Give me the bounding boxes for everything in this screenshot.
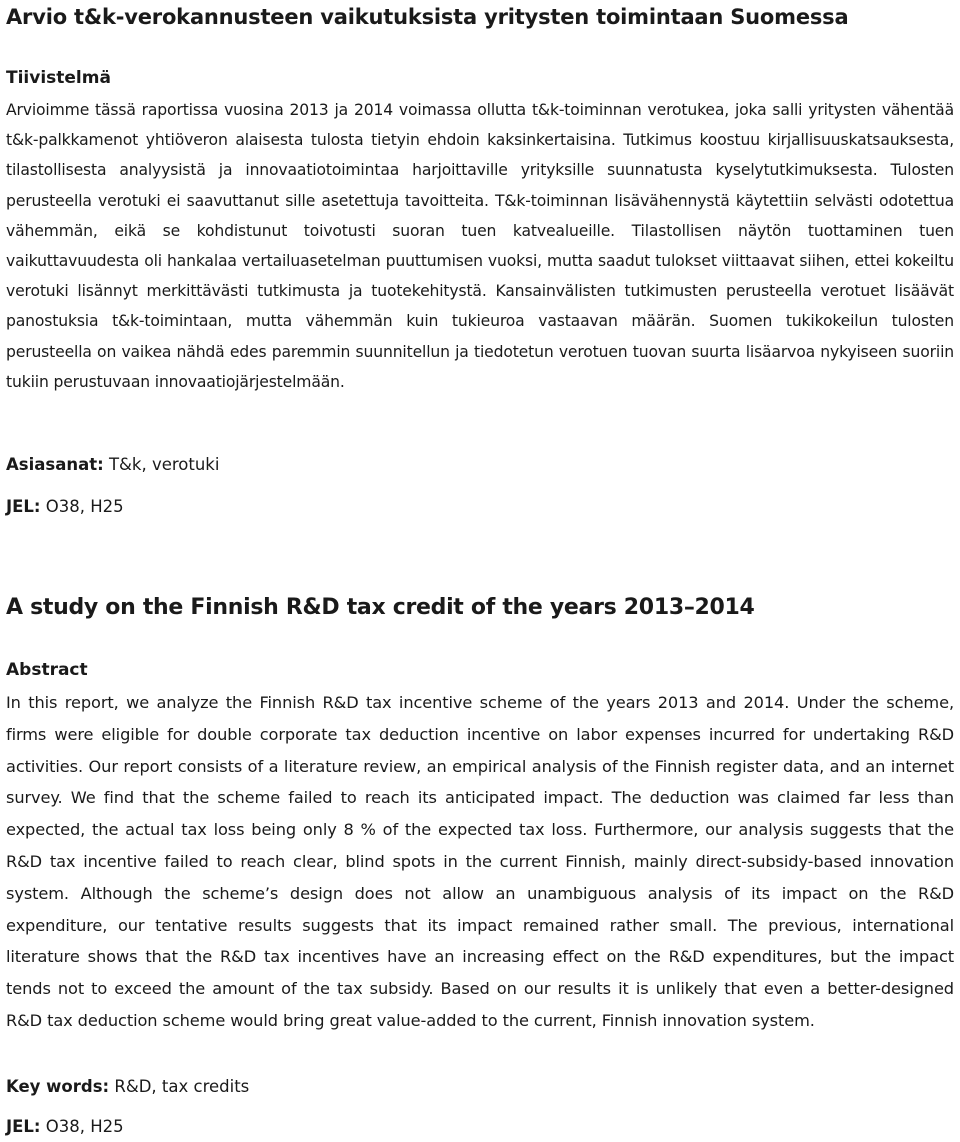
finnish-jel-label: JEL:: [6, 497, 41, 516]
english-abstract-heading: Abstract: [6, 660, 88, 680]
finnish-jel-value: O38, H25: [40, 497, 124, 516]
finnish-jel: [6, 495, 124, 519]
english-abstract-text: In this report, we analyze the Finnish R&D tax incentive scheme of the years 2013 and 2014. Under the scheme, firms were eligible for double corporate tax deduction incentive on labor expenses incurred for undertaking R&D activities. Our report consists of a literature review, an empirical analysis of the Finnish register data, and an internet survey. We find that the scheme failed to reach its anticipated impact. The deduction was claimed far less than expected, the actual tax loss being only 8 % of the expected tax loss. Furthermore, our analysis suggests that the R&D tax incentive failed to reach clear, blind spots in the current Finnish, mainly direct-subsidy-based innovation system. Although the scheme’s design does not allow an unambiguous analysis of its impact on the R&D expenditure, our tentative results suggests that its impact remained rather small. The previous, international literature shows that the R&D tax incentives have an increasing effect on the R&D expenditures, but the impact tends not to exceed the amount of the tax subsidy. Based on our results it is unlikely that even a better-designed R&D tax deduction scheme would bring great value-added to the current, Finnish innovation system.: [6, 693, 954, 1030]
finnish-abstract-text: Arvioimme tässä raportissa vuosina 2013 ja 2014 voimassa ollutta t&k-toiminnan verotukea, joka salli yritysten vähentää t&k-palkkamenot yhtiöveron alaisesta tulosta tietyin ehdoin kaksinkertaisina. Tutkimus koostuu kirjallisuuskatsauksesta, tilastollisesta analyysistä ja innovaatiotoimintaa harjoittaville yrityksille suunnatusta kyselytutkimuksesta. Tulosten perusteella verotuki ei saavuttanut sille asetettuja tavoitteita. T&k-toiminnan lisävähennystä käytettiin selvästi odotettua vähemmän, eikä se kohdistunut toivotusti suoran tuen katvealueille. Tilastollisen näytön tuottaminen tuen vaikuttavuudesta oli hankalaa vertailuasetelman puuttumisen vuoksi, mutta saadut tulokset viittaavat siihen, ettei kokeiltu verotuki lisännyt merkittävästi tutkimusta ja tuotekehitystä. Kansainvälisten tutkimusten perusteella verotuet lisäävät panostuksia t&k-toimintaan, mutta vähemmän kuin tukieuroa vastaavan määrän. Suomen tukikokeilun tulosten perusteella on vaikea nähdä edes paremmin suunnitellun ja tiedotetun verotuen tuovan suurta lisäarvoa nykyiseen suoriin tukiin perustuvaan innovaatiojärjestelmään.: [6, 101, 954, 391]
finnish-title: Arvio t&k-verokannusteen vaikutuksista yritysten toimintaan Suomessa: [6, 5, 849, 29]
finnish-keywords-value: T&k, verotuki: [103, 455, 220, 474]
english-title: A study on the Finnish R&D tax credit of the years 2013–2014: [6, 595, 755, 620]
english-jel-label: JEL:: [6, 1117, 41, 1136]
english-keywords-value: R&D, tax credits: [109, 1077, 250, 1096]
finnish-keywords-label: Asiasanat:: [6, 455, 104, 474]
english-jel: [6, 1115, 124, 1139]
english-jel-value: O38, H25: [40, 1117, 124, 1136]
english-keywords-label: Key words:: [6, 1077, 110, 1096]
english-keywords: [6, 1075, 249, 1099]
finnish-abstract-heading: Tiivistelmä: [6, 68, 111, 88]
finnish-keywords: [6, 453, 219, 477]
